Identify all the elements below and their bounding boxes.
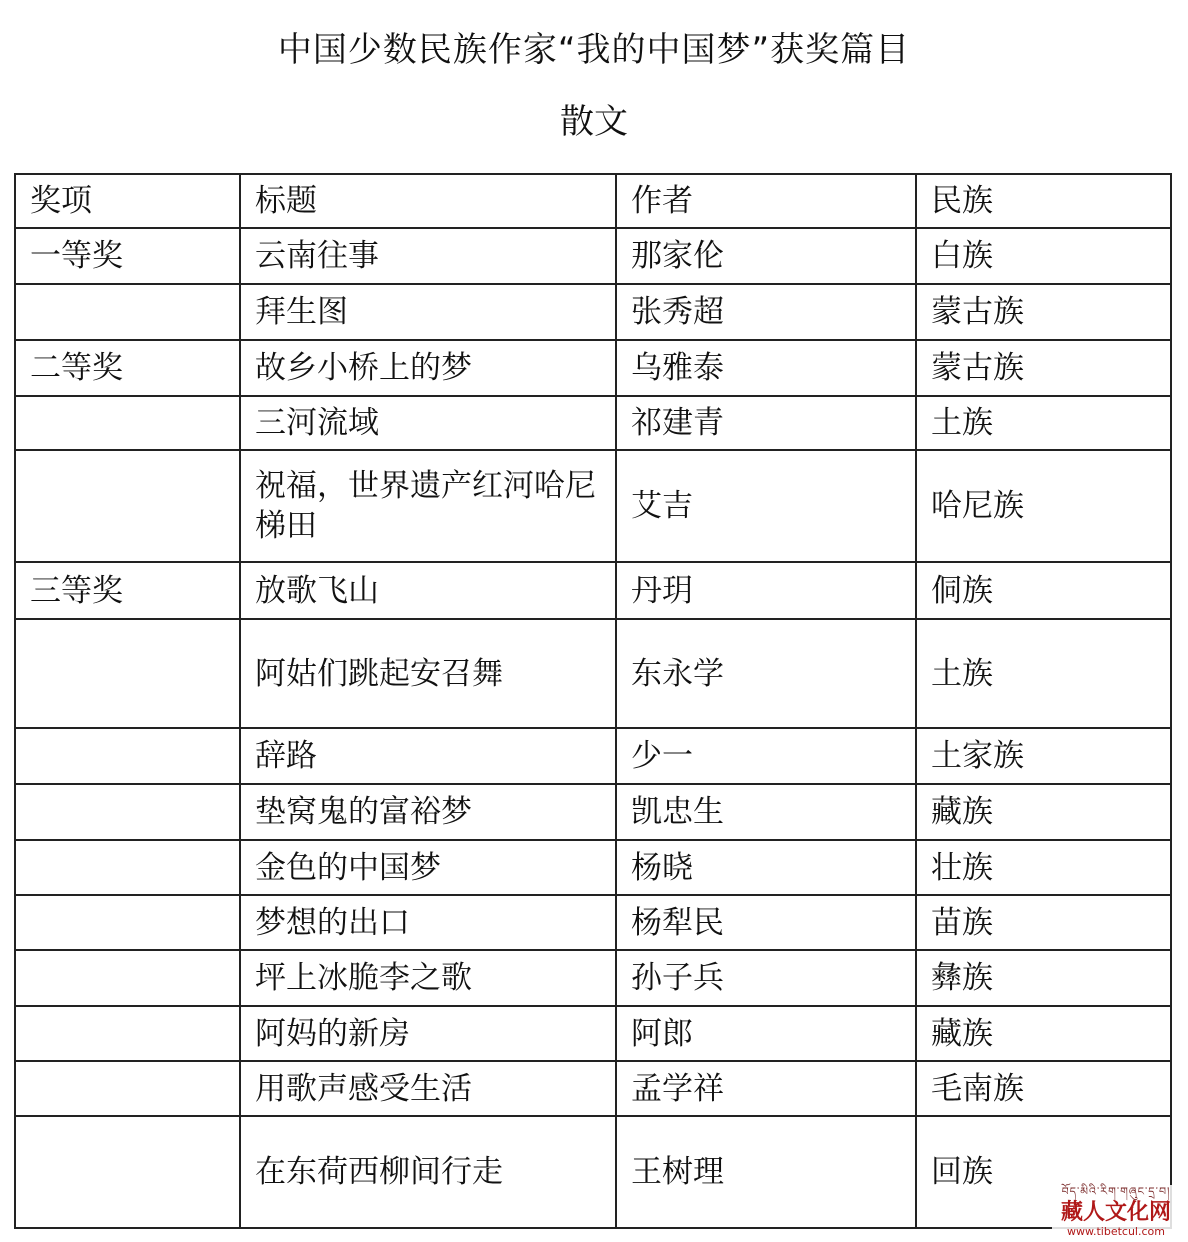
page-subtitle: 散文 — [560, 102, 628, 142]
page-title: 中国少数民族作家“我的中国梦”获奖篇目 — [277, 30, 911, 70]
cell-award: 二等奖 — [15, 340, 240, 396]
cell-award — [15, 284, 240, 340]
table-row — [15, 450, 1171, 562]
cell-author: 孙子兵 — [616, 950, 916, 1006]
cell-author: 杨犁民 — [616, 895, 916, 950]
cell-award — [15, 895, 240, 950]
cell-ethnicity: 土家族 — [916, 728, 1171, 784]
cell-ethnicity: 哈尼族 — [916, 450, 1171, 562]
cell-title: 放歌飞山 — [240, 562, 616, 619]
cell-author: 东永学 — [616, 619, 916, 728]
cell-award — [15, 728, 240, 784]
cell-author: 王树理 — [616, 1116, 916, 1228]
cell-author: 少一 — [616, 728, 916, 784]
cell-ethnicity: 彝族 — [916, 950, 1171, 1006]
cell-title: 阿妈的新房 — [240, 1006, 616, 1061]
table-row — [15, 562, 1171, 619]
cell-ethnicity: 蒙古族 — [916, 340, 1171, 396]
cell-ethnicity: 侗族 — [916, 562, 1171, 619]
cell-award: 一等奖 — [15, 228, 240, 284]
cell-author: 阿郎 — [616, 1006, 916, 1061]
table-row — [15, 228, 1171, 284]
cell-title: 金色的中国梦 — [240, 840, 616, 895]
cell-author: 艾吉 — [616, 450, 916, 562]
cell-ethnicity: 壮族 — [916, 840, 1171, 895]
cell-ethnicity: 苗族 — [916, 895, 1171, 950]
header-award: 奖项 — [15, 174, 240, 228]
cell-title: 三河流域 — [240, 396, 616, 450]
cell-award — [15, 1061, 240, 1116]
table-row — [15, 895, 1171, 950]
table-row — [15, 396, 1171, 450]
cell-title: 辞路 — [240, 728, 616, 784]
cell-title: 阿姑们跳起安召舞 — [240, 619, 616, 728]
cell-author: 孟学祥 — [616, 1061, 916, 1116]
cell-title: 垫窝鬼的富裕梦 — [240, 784, 616, 840]
header-title: 标题 — [240, 174, 616, 228]
table-header-row — [15, 174, 1171, 228]
cell-author: 张秀超 — [616, 284, 916, 340]
cell-title: 坪上冰脆李之歌 — [240, 950, 616, 1006]
cell-ethnicity: 土族 — [916, 619, 1171, 728]
table-row — [15, 840, 1171, 895]
cell-author: 杨晓 — [616, 840, 916, 895]
cell-title: 云南往事 — [240, 228, 616, 284]
cell-ethnicity: 土族 — [916, 396, 1171, 450]
cell-title: 拜生图 — [240, 284, 616, 340]
cell-ethnicity: 藏族 — [916, 784, 1171, 840]
cell-title: 在东荷西柳间行走 — [240, 1116, 616, 1228]
cell-author: 那家伦 — [616, 228, 916, 284]
table-row — [15, 784, 1171, 840]
cell-award: 三等奖 — [15, 562, 240, 619]
cell-award — [15, 950, 240, 1006]
watermark-tibetan-script: བོད་མིའི་རིག་གཞུང་དྲ་བ། — [1061, 1185, 1171, 1198]
table-row — [15, 1006, 1171, 1061]
cell-author: 乌雅泰 — [616, 340, 916, 396]
table-row — [15, 728, 1171, 784]
cell-award — [15, 396, 240, 450]
table-row — [15, 1061, 1171, 1116]
table-row — [15, 619, 1171, 728]
cell-ethnicity: 藏族 — [916, 1006, 1171, 1061]
cell-ethnicity: 毛南族 — [916, 1061, 1171, 1116]
cell-award — [15, 450, 240, 562]
cell-author: 凯忠生 — [616, 784, 916, 840]
cell-award — [15, 1006, 240, 1061]
cell-title: 祝福，世界遗产红河哈尼梯田 — [240, 450, 616, 562]
awards-table — [14, 173, 1172, 1229]
table-row — [15, 340, 1171, 396]
cell-ethnicity: 白族 — [916, 228, 1171, 284]
cell-author: 祁建青 — [616, 396, 916, 450]
cell-award — [15, 619, 240, 728]
cell-award — [15, 784, 240, 840]
cell-award — [15, 840, 240, 895]
table-row — [15, 1116, 1171, 1228]
header-ethnicity: 民族 — [916, 174, 1171, 228]
cell-ethnicity: 回族 — [916, 1116, 1171, 1228]
table-row — [15, 950, 1171, 1006]
watermark-url: www.tibetcul.com — [1067, 1225, 1165, 1238]
header-author: 作者 — [616, 174, 916, 228]
cell-ethnicity: 蒙古族 — [916, 284, 1171, 340]
site-watermark — [1052, 1185, 1180, 1238]
table-row — [15, 284, 1171, 340]
cell-title: 梦想的出口 — [240, 895, 616, 950]
cell-title: 故乡小桥上的梦 — [240, 340, 616, 396]
cell-title: 用歌声感受生活 — [240, 1061, 616, 1116]
watermark-site-name: 藏人文化网 — [1060, 1199, 1171, 1225]
cell-author: 丹玥 — [616, 562, 916, 619]
cell-award — [15, 1116, 240, 1228]
